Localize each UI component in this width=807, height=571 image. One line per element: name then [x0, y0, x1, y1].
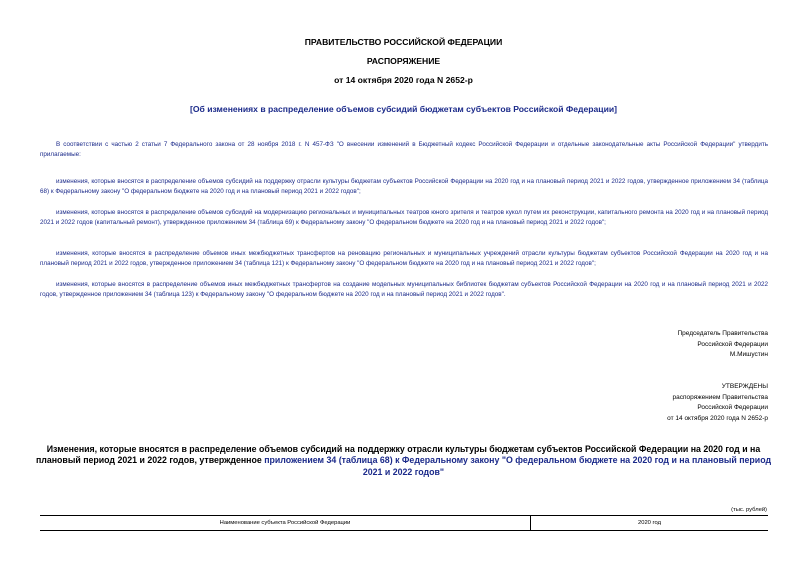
column-header-region: Наименование субъекта Российской Федерации [40, 516, 531, 530]
appendix-title-pre: Изменения, которые вносятся в распределение объемов субсидий на поддержку отрасли культуры бюджетам субъектов Российской Федерации на 2020 год и на плановый период 2021 и 2022 годов, утвержденное [35, 444, 761, 466]
units-label: (тыс. рублей) [731, 507, 767, 513]
signature-block [677, 329, 768, 361]
approved-block [667, 382, 768, 424]
document-subject: [Об изменениях в распределение объемов субсидий бюджетам субъектов Российской Федерации] [189, 104, 618, 114]
list-item [40, 280, 768, 299]
approved-line-3: Российской Федерации [697, 404, 768, 411]
approved-line-4: от 14 октября 2020 года N 2652-р [667, 414, 768, 422]
signature-line-1: Председатель Правительства [677, 330, 768, 337]
approved-line-1: УТВЕРЖДЕНЫ [721, 383, 768, 390]
signature-line-2: Российской Федерации [697, 340, 768, 348]
appendix-title [30, 444, 777, 478]
data-table-header [40, 515, 768, 531]
intro-paragraph [40, 140, 768, 159]
item-2-link[interactable]: изменения, которые вносятся в распределение объемов субсидий на модернизацию региональных и муниципальных театров юного зрителя и театров кукол путем их реконструкции, капитального ремонта на 2020 год и на плановый период 2021 и 2022 годов (капитальный ремонт), утвержденное приложением 34 (таблица 69) к Федеральному закону "О федеральном бюджете на 2020 год и на плановый период 2021 и 2022 годов"; [40, 209, 768, 226]
intro-pre: В соответствии с [56, 141, 112, 148]
item-1-link[interactable]: изменения, которые вносятся в распределение объемов субсидий на поддержку отрасли культуры бюджетам субъектов Российской Федерации на 2020 год и на плановый период 2021 и 2022 годов, утвержденное приложением 34 (таблица 68) к Федеральному закону "О федеральном бюджете на 2020 год и на плановый период 2021 и 2022 годов"; [40, 178, 768, 195]
date-number: от 14 октября 2020 года N 2652-р [334, 75, 473, 85]
column-header-2020: 2020 год [638, 520, 661, 526]
list-item [40, 249, 768, 268]
doc-type-heading: РАСПОРЯЖЕНИЕ [366, 56, 441, 66]
item-3-link[interactable]: изменения, которые вносятся в распределение объемов иных межбюджетных трансфертов на реновацию региональных и муниципальных учреждений отрасли культуры бюджетам субъектов Российской Федерации на 2020 год и на плановый период 2021 и 2022 годов, утвержденное приложением 34 (таблица 121) к Федеральному закону "О федеральном бюджете на 2020 год и на плановый период 2021 и 2022 годов"; [40, 250, 768, 267]
intro-post: утвердить прилагаемые: [40, 141, 769, 158]
item-4-link[interactable]: изменения, которые вносятся в распределение объемов иных межбюджетных трансфертов на создание модельных муниципальных библиотек бюджетам субъектов Российской Федерации на 2020 год и на плановый период 2021 и 2022 годов, утвержденное приложением 34 (таблица 123) к Федеральному закону "О федеральном бюджете на 2020 год и на плановый период 2021 и 2022 годов". [40, 281, 768, 298]
law-link[interactable]: частью 2 статьи 7 Федерального закона от 28 ноября 2018 г. N 457-ФЗ "О внесении изменений в Бюджетный кодекс Российской Федерации и отдельные законодательные акты Российской Федерации" [111, 141, 736, 148]
list-item [40, 177, 768, 196]
government-heading: ПРАВИТЕЛЬСТВО РОССИЙСКОЙ ФЕДЕРАЦИИ [304, 37, 503, 47]
signature-line-3: М.Мишустин [729, 351, 768, 358]
appendix-title-link[interactable]: приложением 34 (таблица 68) к Федеральному закону "О федеральном бюджете на 2020 год и на плановый период 2021 и 2022 годов" [264, 455, 772, 477]
list-item [40, 208, 768, 227]
approved-line-2: распоряжением Правительства [672, 393, 768, 401]
